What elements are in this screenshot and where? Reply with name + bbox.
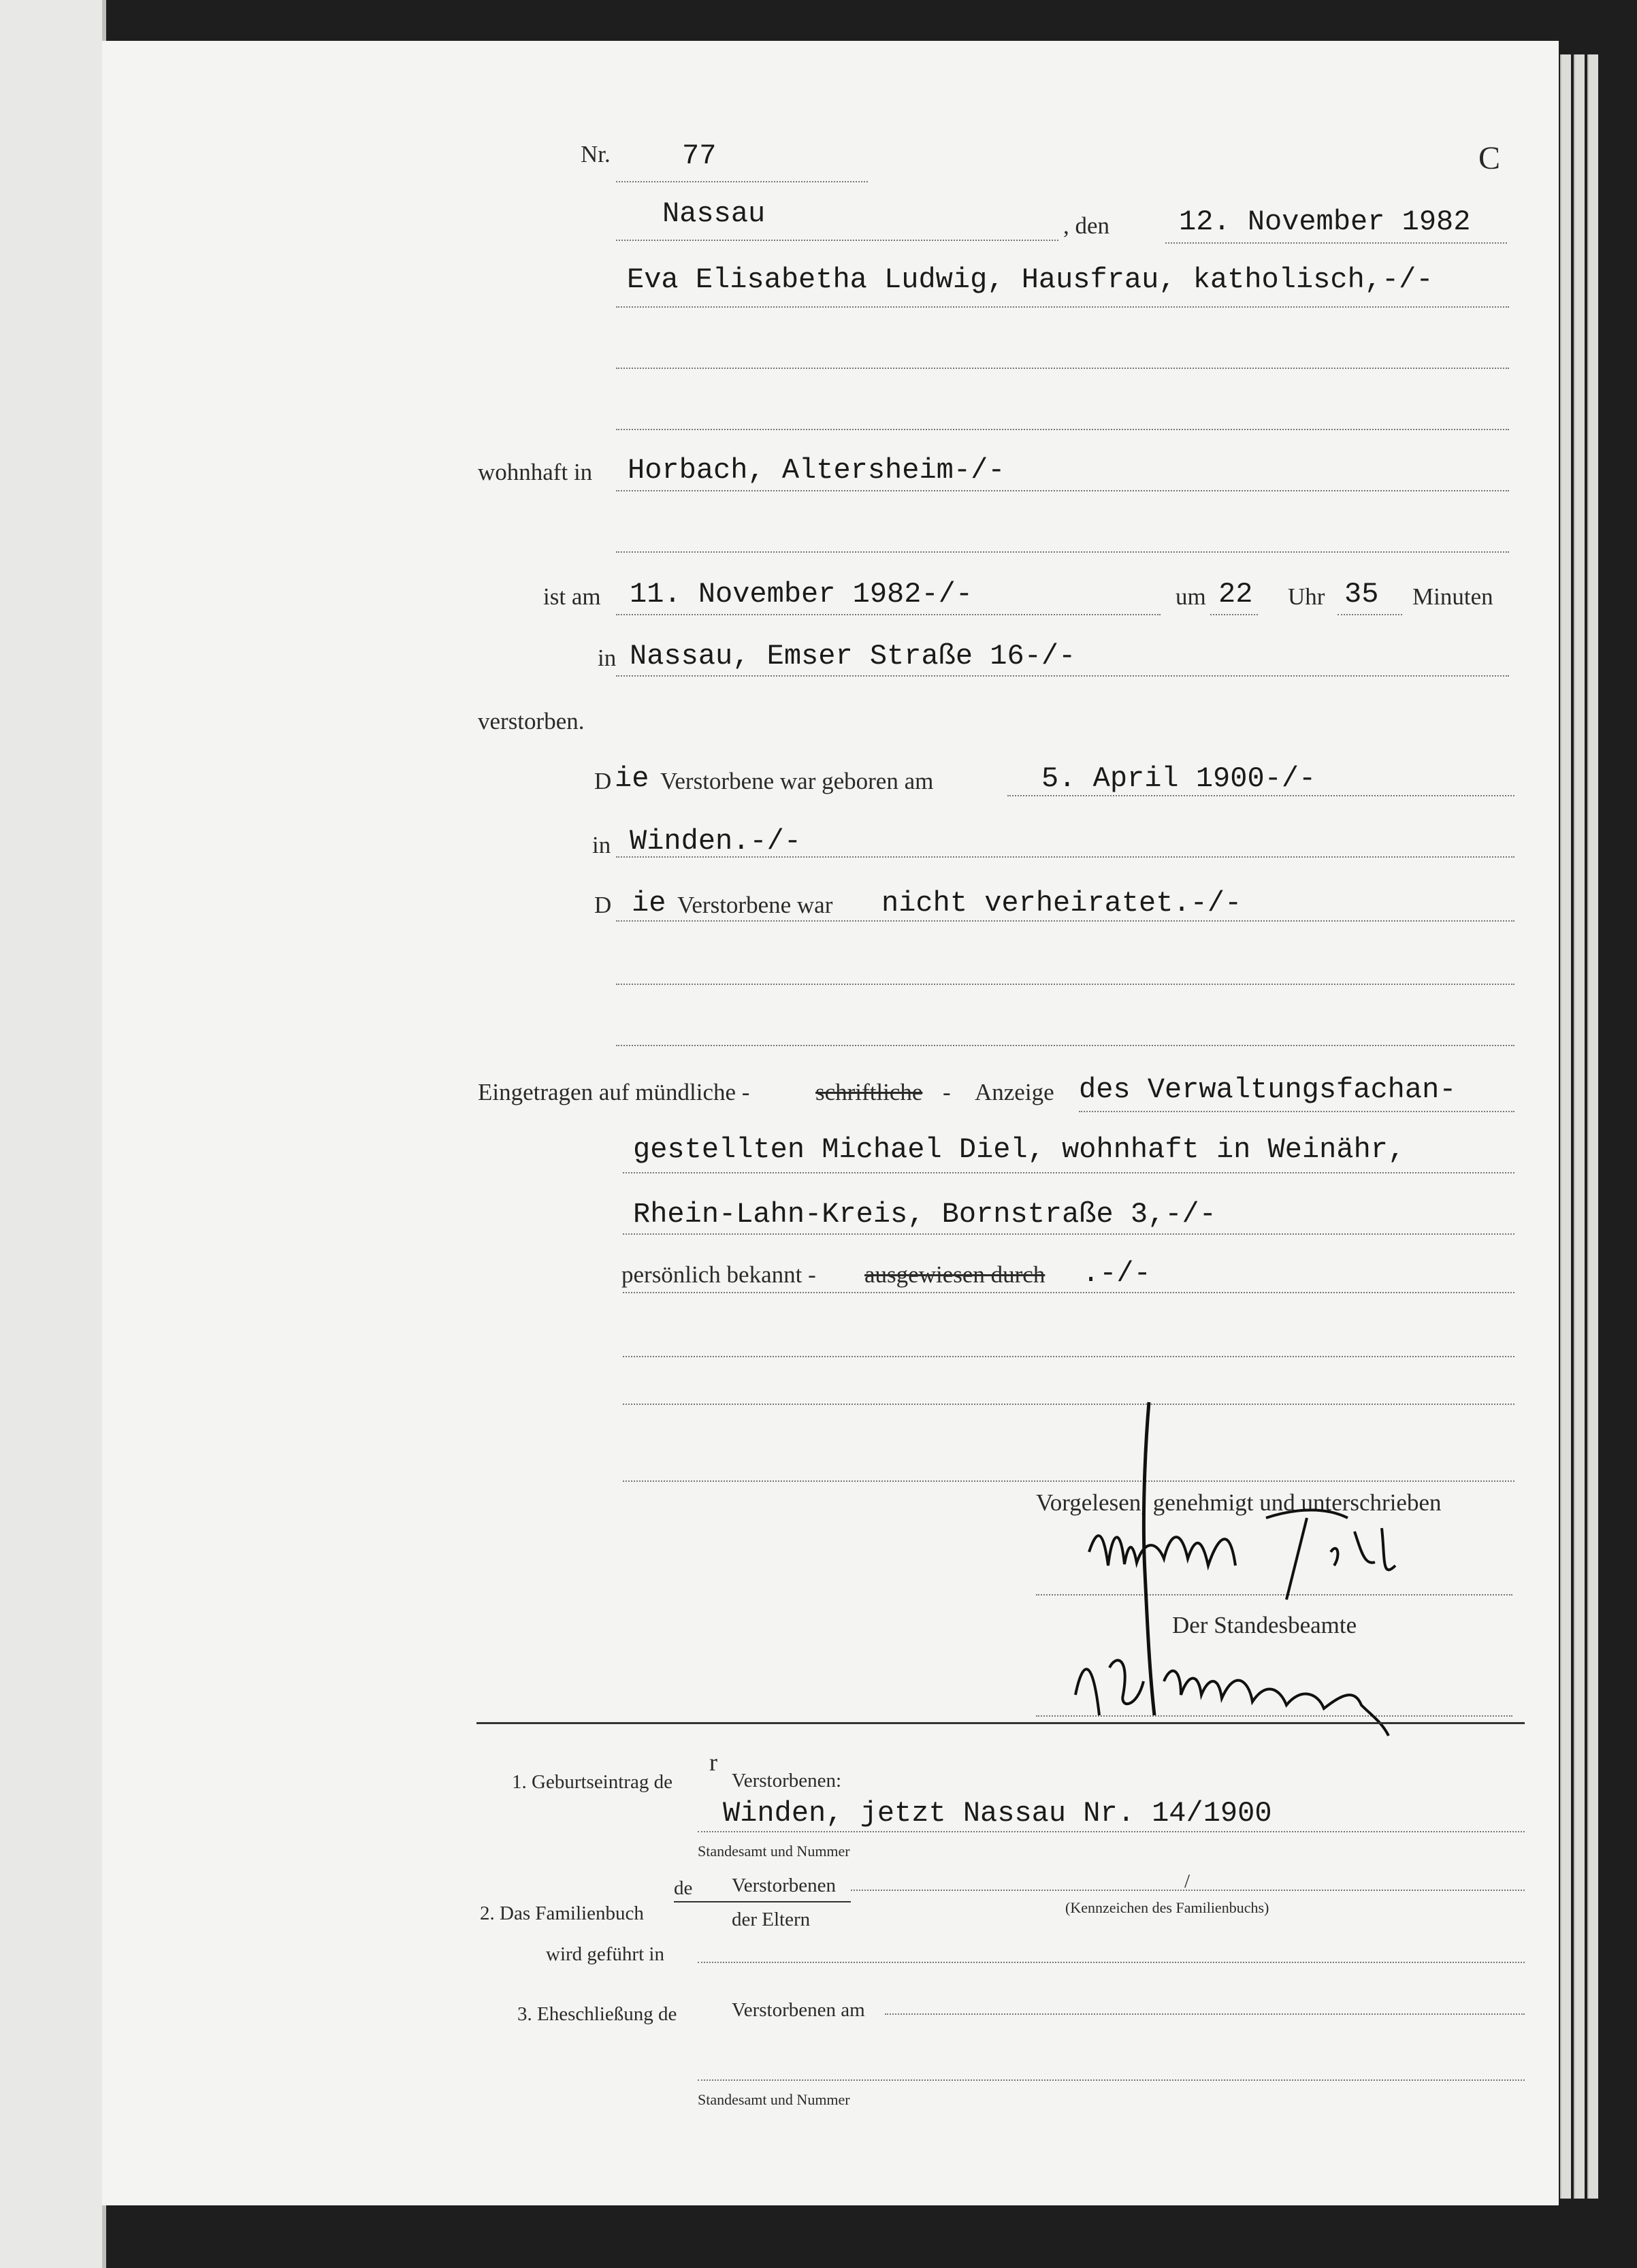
born-label: Verstorbene war geboren am	[660, 768, 934, 794]
blank-line	[616, 551, 1509, 553]
verstorben-label: verstorben.	[478, 708, 585, 734]
footer-item1-line	[698, 1831, 1525, 1832]
blank-line	[616, 984, 1514, 985]
minuten-label: Minuten	[1412, 583, 1493, 610]
birth-date: 5. April 1900-/-	[1041, 762, 1316, 795]
informant-line-3: Rhein-Lahn-Kreis, Bornstraße 3,-/-	[633, 1198, 1216, 1231]
footer-item2-line	[851, 1890, 1525, 1891]
footer-item1-suffix: Verstorbenen:	[732, 1770, 842, 1792]
footer-item2-de: de	[674, 1877, 693, 1899]
footer-item2-slash: /	[1184, 1870, 1190, 1892]
minutes-line	[1338, 614, 1402, 615]
marital-d-label: D	[594, 892, 612, 918]
informant-line	[623, 1172, 1514, 1173]
birth-in-label: in	[592, 832, 611, 858]
footer-item2-fraction	[674, 1901, 851, 1902]
page-edge	[1587, 54, 1598, 2199]
footer-item2-top: Verstorbenen	[732, 1875, 837, 1896]
ist-am-label: ist am	[543, 583, 601, 610]
entry-number: 77	[682, 140, 717, 172]
birth-place: Winden.-/-	[630, 825, 802, 858]
wohnhaft-label: wohnhaft in	[478, 459, 593, 485]
marital-ie: ie	[632, 887, 666, 920]
den-label: , den	[1063, 212, 1110, 239]
page-edge	[1560, 54, 1571, 2199]
footer-item2-wird: wird geführt in	[546, 1943, 664, 1965]
official-label: Der Standesbeamte	[1172, 1612, 1357, 1638]
facing-page	[0, 0, 106, 2268]
deceased-name-line: Eva Elisabetha Ludwig, Hausfrau, katholisch,-/-	[627, 263, 1433, 296]
informant-line	[623, 1233, 1514, 1235]
registration-date: 12. November 1982	[1179, 206, 1471, 238]
informant-line	[1079, 1111, 1514, 1112]
death-date: 11. November 1982-/-	[630, 578, 973, 611]
struck-schriftliche: schriftliche	[815, 1079, 923, 1105]
residence: Horbach, Altersheim-/-	[628, 454, 1005, 487]
footer-item2-bottom: der Eltern	[732, 1909, 811, 1930]
page-edge	[1574, 54, 1585, 2199]
death-place-line	[616, 675, 1509, 677]
uhr-label: Uhr	[1288, 583, 1325, 610]
residence-line	[616, 490, 1509, 491]
birth-ie: ie	[615, 762, 649, 795]
footer-item3-label: 3. Eheschließung de	[517, 2003, 677, 2025]
blank-line	[616, 429, 1509, 430]
known-label: persönlich bekannt -	[621, 1261, 816, 1288]
informant-line-2: gestellten Michael Diel, wohnhaft in Weinähr,	[633, 1133, 1406, 1166]
marital-status: nicht verheiratet.-/-	[881, 887, 1242, 920]
marital-line	[616, 920, 1514, 922]
birth-place-line	[616, 856, 1514, 858]
standesamt-caption-2: Standesamt und Nummer	[698, 2091, 850, 2108]
known-line	[623, 1292, 1514, 1293]
um-label: um	[1176, 583, 1206, 610]
blank-line	[616, 368, 1509, 369]
footer-item1-label: 1. Geburtseintrag de	[512, 1771, 672, 1793]
date-line	[1165, 242, 1507, 244]
informant-line-1: des Verwaltungsfachan-	[1079, 1073, 1457, 1106]
name-line	[616, 306, 1509, 308]
nr-label: Nr.	[581, 141, 611, 167]
footer-item2-place-line	[698, 1962, 1525, 1963]
death-minutes: 35	[1344, 578, 1379, 611]
entry-number-line	[616, 181, 868, 182]
death-in-label: in	[598, 645, 617, 671]
registry-place: Nassau	[662, 197, 766, 230]
registration-label: Eingetragen auf mündliche -	[478, 1079, 750, 1105]
death-place: Nassau, Emser Straße 16-/-	[630, 640, 1076, 673]
footer-kennzeichen: (Kennzeichen des Familienbuchs)	[1065, 1899, 1269, 1916]
footer-item3-line	[885, 2013, 1525, 2015]
blank-line	[616, 1045, 1514, 1046]
standesamt-caption: Standesamt und Nummer	[698, 1843, 850, 1860]
struck-ausgewiesen: ausgewiesen durch	[864, 1261, 1046, 1288]
register-letter: C	[1478, 140, 1501, 176]
footer-divider	[476, 1722, 1525, 1724]
registration-dash: -	[943, 1079, 951, 1105]
birth-date-line	[1007, 795, 1514, 796]
footer-item3-line-2	[698, 2079, 1525, 2081]
marital-label: Verstorbene war	[677, 892, 833, 918]
footer-birth-entry: Winden, jetzt Nassau Nr. 14/1900	[723, 1797, 1272, 1830]
death-date-line	[616, 614, 1161, 615]
signature-image	[1062, 1395, 1484, 1749]
footer-item3-suffix: Verstorbenen am	[732, 1999, 865, 2021]
footer-item1-superscript: r	[709, 1749, 717, 1776]
read-approved-label: Vorgelesen, genehmigt und unterschrieben	[1036, 1489, 1442, 1516]
death-hour: 22	[1218, 578, 1253, 611]
birth-d-label: D	[594, 768, 612, 794]
anzeige-label: Anzeige	[975, 1079, 1054, 1105]
blank-line	[623, 1356, 1514, 1357]
footer-item2-label: 2. Das Familienbuch	[480, 1902, 644, 1924]
place-line	[616, 240, 1058, 241]
known-suffix: .-/-	[1082, 1257, 1151, 1290]
hour-line	[1210, 614, 1258, 615]
